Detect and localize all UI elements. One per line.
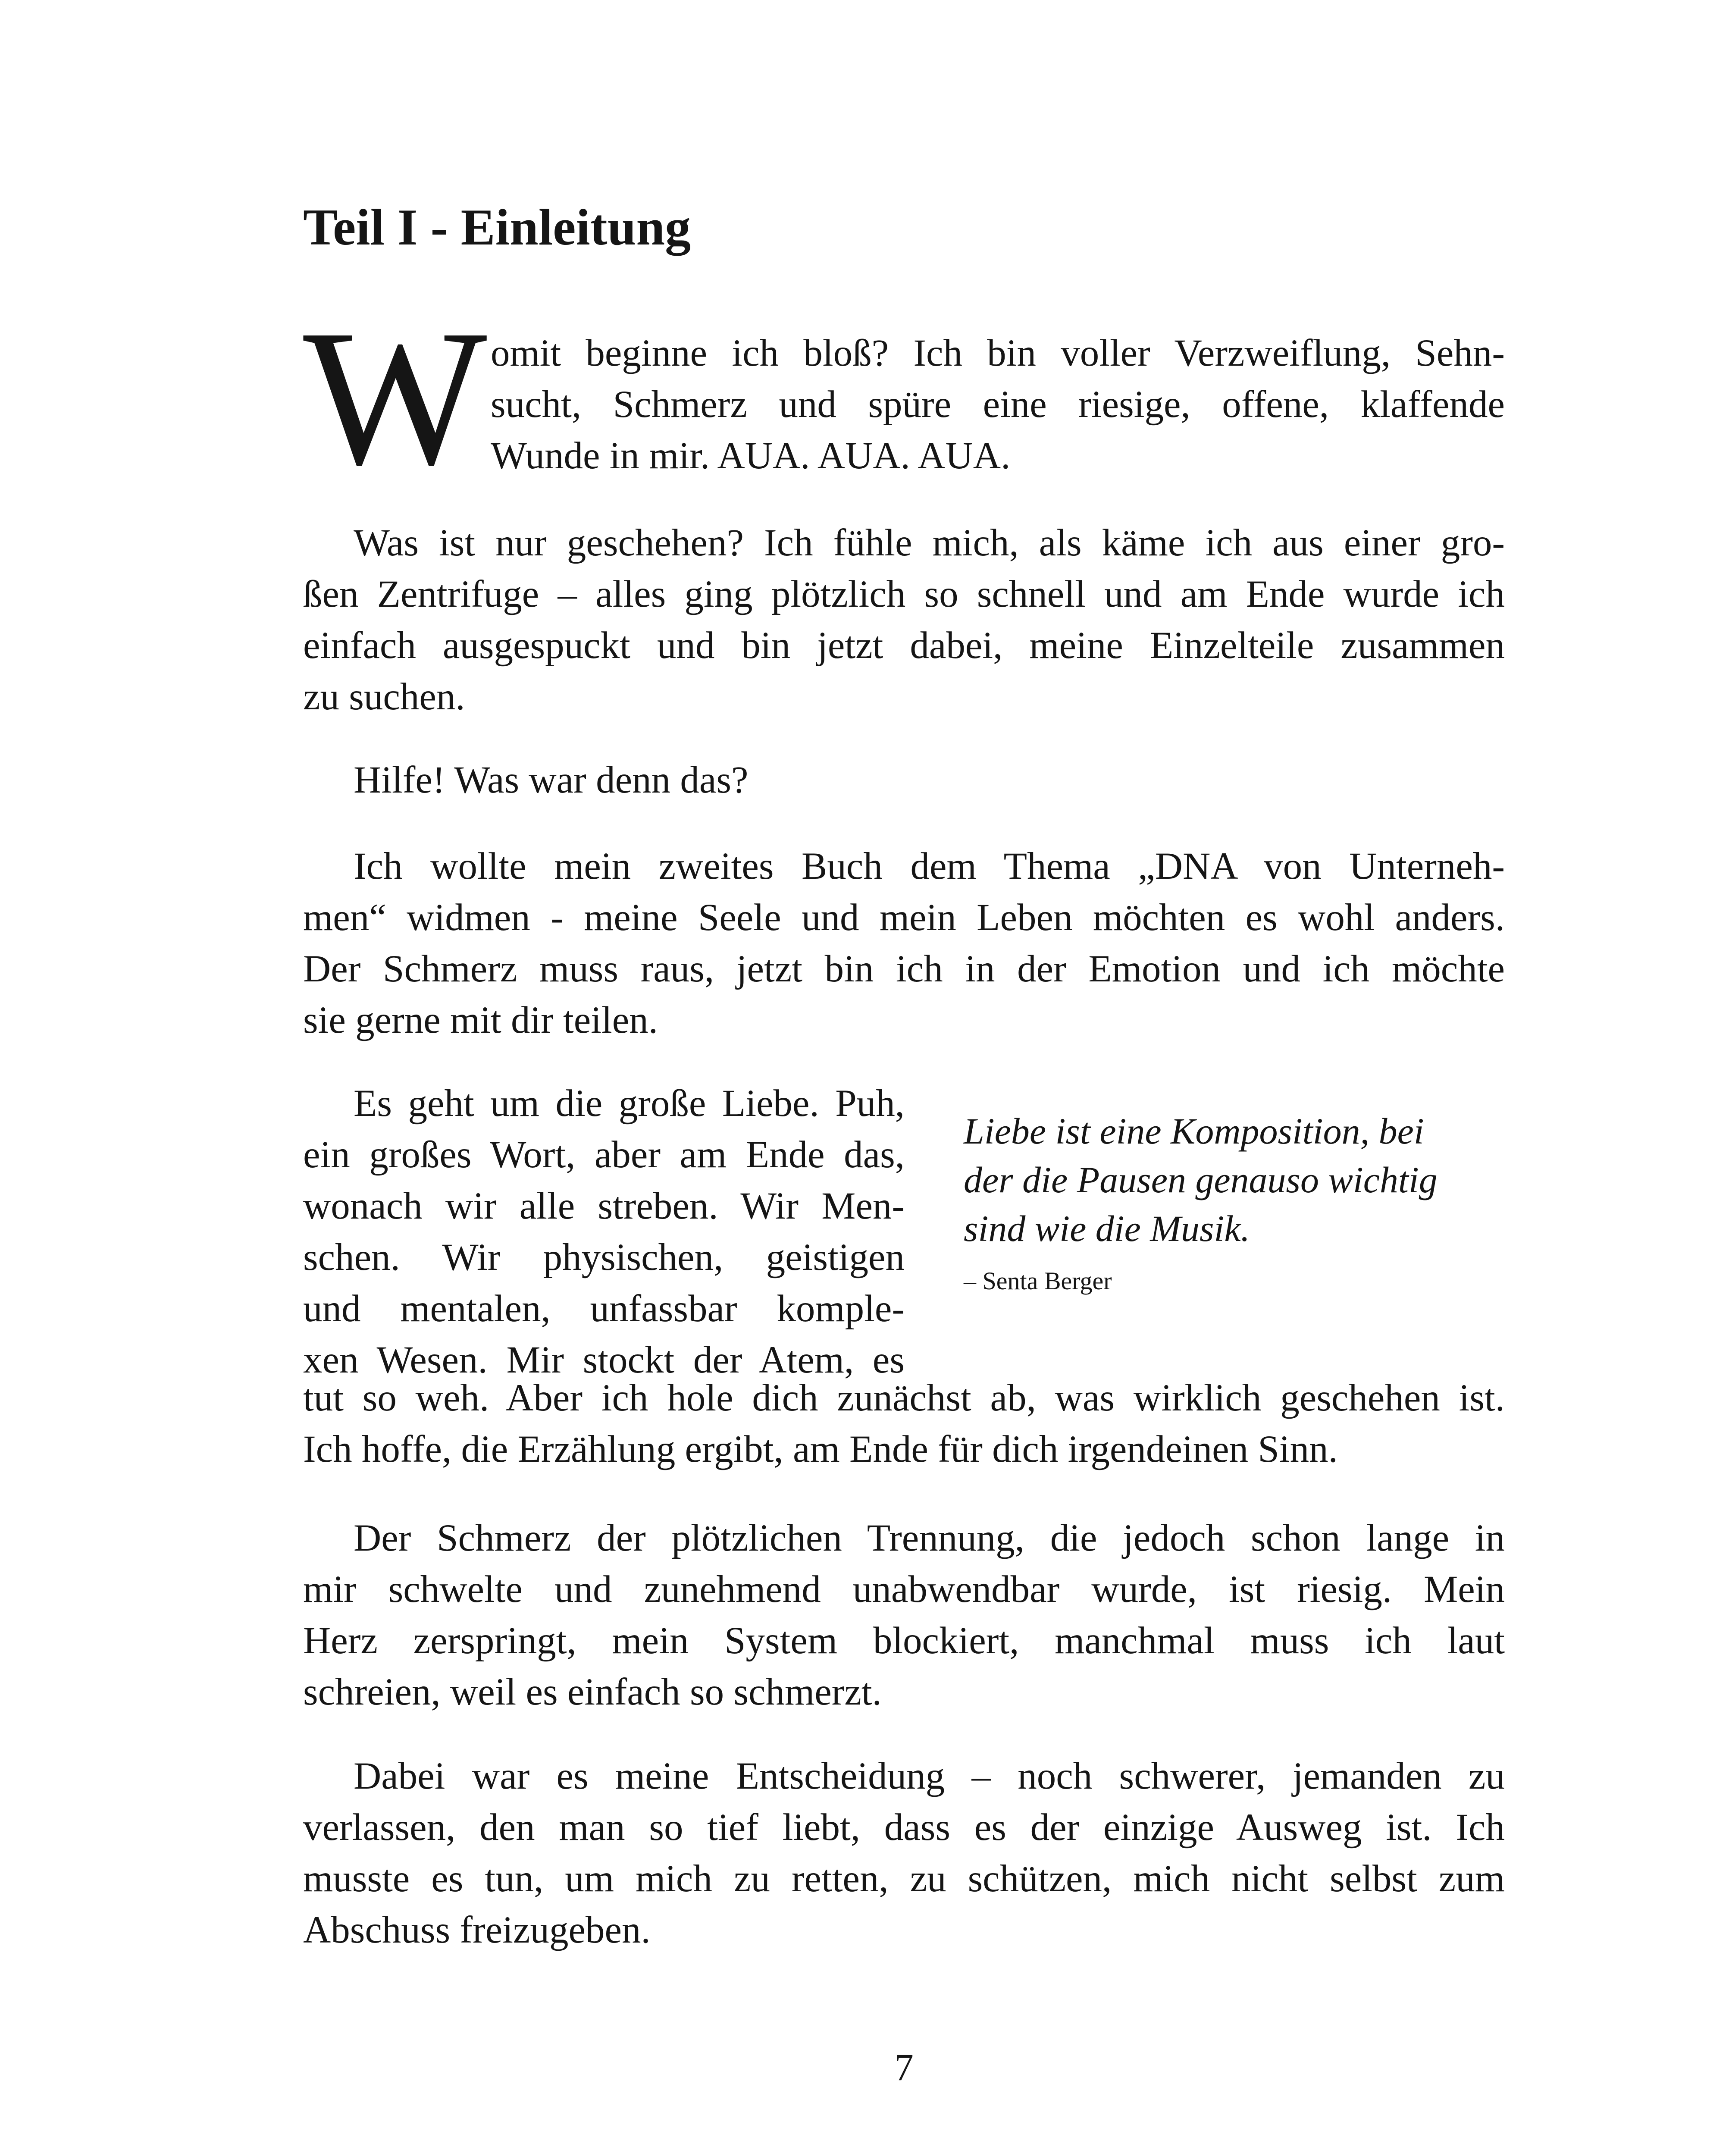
text-line: einfach ausgespuckt und bin jetzt dabei, meine Einzelteile zusammen — [303, 624, 1505, 667]
text-line: schen. Wir physischen, geistigen — [303, 1236, 905, 1279]
text-line: Wunde in mir. AUA. AUA. AUA. — [491, 435, 1011, 477]
text-line: sie gerne mit dir teilen. — [303, 999, 658, 1041]
text-line: und mentalen, unfassbar komple- — [303, 1288, 905, 1330]
paragraph-intro — [491, 328, 1505, 482]
book-page — [303, 0, 1505, 2156]
paragraph-5-continued — [303, 1373, 1505, 1475]
text-line: Was ist nur geschehen? Ich fühle mich, als käme ich aus einer gro- — [354, 522, 1505, 564]
paragraph-2 — [303, 517, 1505, 723]
text-line: musste es tun, um mich zu retten, zu schützen, mich nicht selbst zum — [303, 1858, 1505, 1900]
quote-text — [964, 1107, 1505, 1253]
text-line: sucht, Schmerz und spüre eine riesige, offene, klaffende — [491, 383, 1505, 426]
paragraph-3 — [303, 755, 1505, 806]
text-line: tut so weh. Aber ich hole dich zunächst ab, was wirklich geschehen ist. — [303, 1377, 1505, 1419]
paragraph-7 — [303, 1751, 1505, 1956]
text-line: Dabei war es meine Entscheidung – noch schwerer, jemanden zu — [354, 1755, 1505, 1797]
pull-quote — [964, 1107, 1505, 1296]
text-line: verlassen, den man so tief liebt, dass es der einzige Ausweg ist. Ich — [303, 1806, 1505, 1849]
text-line: Es geht um die große Liebe. Puh, — [354, 1082, 905, 1125]
text-line: omit beginne ich bloß? Ich bin voller Verzweiflung, Sehn- — [491, 332, 1505, 374]
quote-line: sind wie die Musik. — [964, 1208, 1250, 1249]
text-line: Der Schmerz der plötzlichen Trennung, die jedoch schon lange in — [354, 1517, 1505, 1559]
text-line: mir schwelte und zunehmend unabwendbar wurde, ist riesig. Mein — [303, 1568, 1505, 1611]
text-line: zu suchen. — [303, 676, 465, 718]
text-line: xen Wesen. Mir stockt der Atem, es — [303, 1339, 905, 1381]
chapter-heading: Teil I - Einleitung — [303, 198, 691, 256]
text-line: schreien, weil es einfach so schmerzt. — [303, 1671, 882, 1713]
text-line: men“ widmen - meine Seele und mein Leben möchten es wohl anders. — [303, 896, 1505, 939]
page-number: 7 — [894, 2046, 914, 2089]
paragraph-4 — [303, 841, 1505, 1046]
text-line: ein großes Wort, aber am Ende das, — [303, 1134, 905, 1176]
text-line: Hilfe! Was war denn das? — [354, 759, 749, 801]
text-line: Ich hoffe, die Erzählung ergibt, am Ende für dich irgendeinen Sinn. — [303, 1428, 1338, 1470]
text-line: Abschuss freizugeben. — [303, 1909, 651, 1951]
paragraph-6 — [303, 1513, 1505, 1718]
quote-line: der die Pausen genauso wichtig — [964, 1159, 1438, 1200]
text-line: ßen Zentrifuge – alles ging plötzlich so schnell und am Ende wurde ich — [303, 573, 1505, 615]
quote-author: – Senta Berger — [964, 1267, 1112, 1295]
drop-cap-letter: W — [303, 289, 487, 505]
paragraph-5 — [303, 1078, 905, 1386]
text-line: Herz zerspringt, mein System blockiert, manchmal muss ich laut — [303, 1620, 1505, 1662]
quote-line: Liebe ist eine Komposition, bei — [964, 1110, 1424, 1152]
text-line: wonach wir alle streben. Wir Men- — [303, 1185, 905, 1227]
text-line: Der Schmerz muss raus, jetzt bin ich in der Emotion und ich möchte — [303, 948, 1505, 990]
text-line: Ich wollte mein zweites Buch dem Thema „DNA von Unterneh- — [354, 845, 1505, 887]
